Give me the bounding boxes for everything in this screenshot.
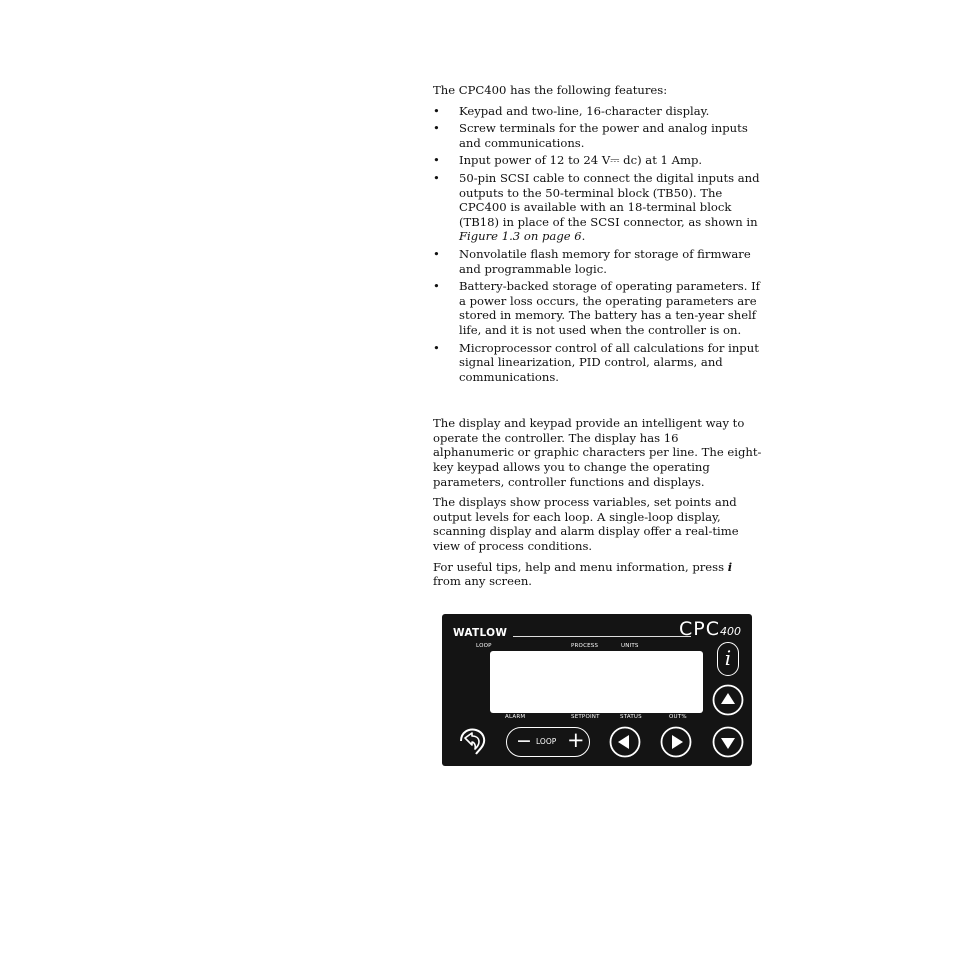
left-arrow-icon: [609, 726, 641, 758]
lcd-display: [490, 651, 703, 713]
info-key[interactable]: [717, 642, 739, 676]
list-item: • 50-pin SCSI cable to connect the digital inputs and outputs to the 50-terminal block (TB50). The CPC400 is available with an 18-terminal block (TB18) in place of the SCSI connector, as shown in Figure 1.3 on page 6.: [433, 170, 760, 244]
brand-logo: WATLOW: [453, 627, 508, 639]
model-name: CPC400: [679, 618, 741, 640]
list-item: • Microprocessor control of all calculations for input signal linearization, PID control, alarms, and communications.: [433, 340, 759, 384]
label-setpoint: SETPOINT: [571, 714, 600, 720]
right-arrow-key[interactable]: [660, 726, 692, 758]
displays-paragraph: The displays show process variables, set points and output levels for each loop. A single-loop display, scanning display and alarm display offer a real-time view of process conditions.: [433, 495, 739, 554]
label-alarm: ALARM: [505, 714, 526, 720]
label-loop: LOOP: [476, 643, 492, 649]
list-item: • Screw terminals for the power and analog inputs and communications.: [433, 121, 748, 150]
label-units: UNITS: [621, 643, 639, 649]
list-item: • Battery-backed storage of operating parameters. If a power loss occurs, the operating parameters are stored in memory. The battery has a ten-year shelf life, and it is not used when the controller is on.: [433, 279, 760, 337]
controller-front-panel: [442, 614, 752, 766]
right-arrow-icon: [660, 726, 692, 758]
list-item: • Nonvolatile flash memory for storage of firmware and programmable logic.: [433, 246, 751, 276]
list-item: • Input power of 12 to 24 V⎓ dc) at 1 Amp.: [433, 153, 703, 168]
down-arrow-key[interactable]: [712, 726, 744, 758]
plus-label: +: [567, 728, 585, 752]
left-arrow-key[interactable]: [609, 726, 641, 758]
info-icon: i: [724, 646, 732, 670]
features-list: [433, 104, 763, 385]
label-out: OUT%: [669, 714, 687, 720]
back-key[interactable]: [455, 725, 489, 757]
loop-key-label: LOOP: [536, 737, 557, 746]
text-column: [433, 83, 763, 595]
up-arrow-key[interactable]: [712, 684, 744, 716]
display-keypad-paragraph: The display and keypad provide an intelligent way to operate the controller. The display has 16 alphanumeric or graphic characters per line. The eight-key keypad allows you to change the operating parameters, controller functions and displays.: [433, 416, 762, 489]
info-icon: i: [727, 559, 733, 574]
up-arrow-icon: [712, 684, 744, 716]
intro-text: The CPC400 has the following features:: [433, 83, 668, 97]
divider: [513, 636, 691, 637]
back-icon: [455, 725, 489, 757]
loop-key[interactable]: [506, 727, 590, 757]
help-paragraph: For useful tips, help and menu information, press i from any screen.: [433, 559, 733, 589]
label-process: PROCESS: [571, 643, 599, 649]
minus-label: −: [516, 730, 532, 752]
label-status: STATUS: [620, 714, 642, 720]
figure-reference-link[interactable]: Figure 1.3 on page 6: [459, 229, 582, 244]
down-arrow-icon: [712, 726, 744, 758]
list-item: • Keypad and two-line, 16-character display.: [433, 103, 710, 118]
